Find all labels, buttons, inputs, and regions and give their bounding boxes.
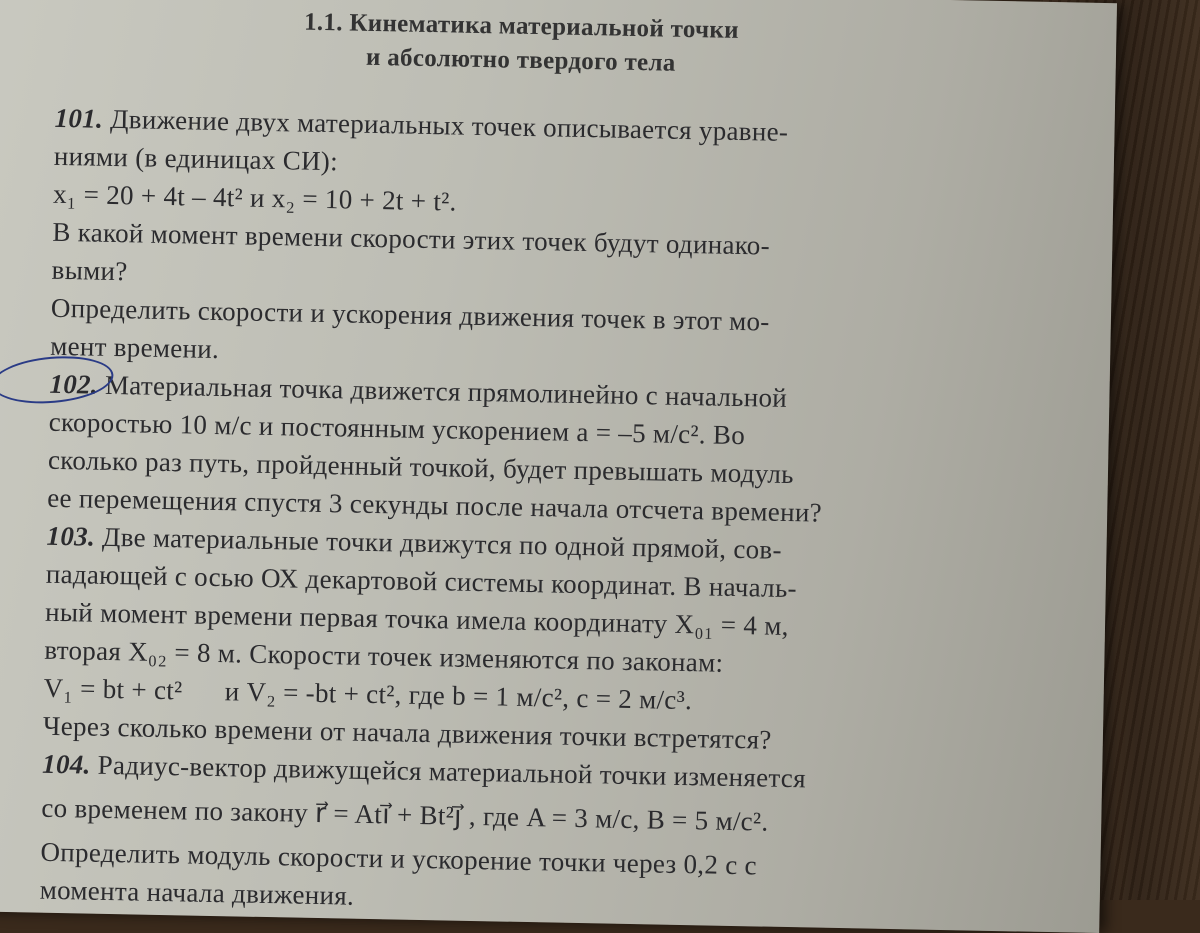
problem-text-line: сколько раз путь, пройденный точкой, будет превышать модуль — [47, 444, 795, 490]
problem-number: 102. — [49, 368, 99, 400]
problem-103 — [43, 517, 977, 763]
equation-line: x₁ = 20 + 4t – 4t² и x₂ = 10 + 2t + t². — [52, 178, 457, 217]
problem-text-line: Движение двух материальных точек описывается уравне- — [109, 103, 789, 147]
section-title-line-1: 1.1. Кинематика материальной точки — [303, 8, 740, 44]
problem-number: 101. — [54, 102, 104, 134]
problem-text-line: момента начала движения. — [39, 874, 355, 911]
section-title-line-2: и абсолютно твердого тела — [365, 43, 676, 77]
problem-text-line: Определить модуль скорости и ускорение точки через 0,2 с с — [40, 836, 758, 881]
equation-line: со временем по закону r⃗ = Ati⃗ + Bt²j⃗ , где A = 3 м/с, B = 5 м/с². — [41, 792, 769, 837]
problem-text-line: Радиус-вектор движущейся материальной точки изменяется — [97, 749, 807, 794]
problem-text-line: ее перемещения спустя 3 секунды после начала отсчета времени? — [47, 482, 823, 528]
problem-101 — [50, 99, 985, 383]
problem-number: 103. — [46, 520, 96, 552]
problem-text-line: Определить скорости и ускорения движения точек в этот мо- — [50, 292, 770, 337]
problem-text-line: вторая X₀₂ = 8 м. Скорости точек изменяются по законам: — [44, 634, 724, 678]
problem-102 — [47, 365, 980, 535]
equation-line: V₁ = bt + ct² и V₂ = -bt + ct², где b = 1 м/с², с = 2 м/с³. — [43, 672, 693, 716]
problem-text-line: ный момент времени первая точка имела координату X₀₁ = 4 м, — [44, 596, 789, 642]
problem-text-line: ниями (в единицах СИ): — [53, 140, 339, 177]
problem-text-line: В какой момент времени скорости этих точек будут одинако- — [52, 216, 771, 261]
problem-text-line: мент времени. — [49, 330, 220, 365]
problem-text-line: Через сколько времени от начала движения точки встретятся? — [42, 710, 772, 755]
problem-number: 104. — [41, 748, 91, 780]
problem-text-line: выми? — [51, 254, 128, 287]
problem-text-line: скоростью 10 м/с и постоянным ускорением a = –5 м/с². Во — [48, 406, 746, 451]
section-title — [56, 1, 987, 87]
problem-104 — [39, 745, 972, 927]
problem-text-line: Две материальные точки движутся по одной прямой, сов- — [101, 521, 783, 565]
problem-text-line: падающей с осью ОХ декартовой системы координат. В началь- — [45, 558, 798, 604]
page-content — [39, 1, 986, 927]
problem-text-line: Материальная точка движется прямолинейно с начальной — [104, 369, 788, 413]
